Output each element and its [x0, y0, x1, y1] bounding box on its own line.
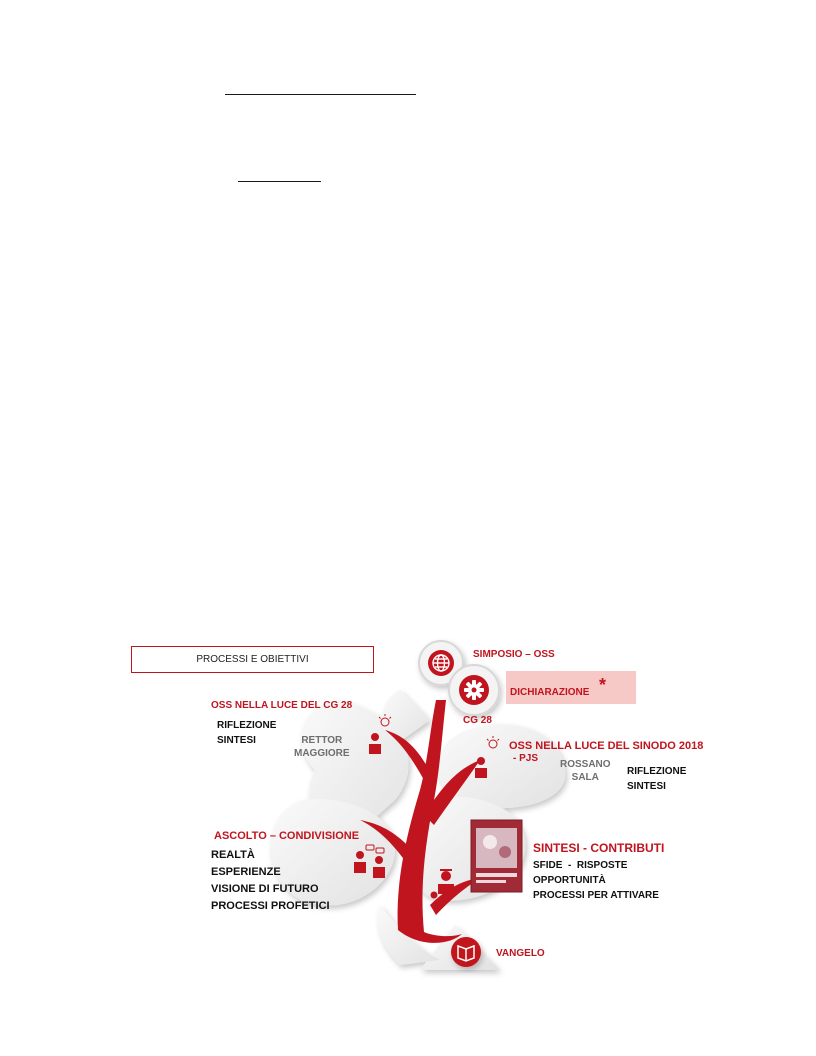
list-item: OPPORTUNITÀ — [533, 875, 606, 886]
list-item: REALTÀ — [211, 849, 255, 861]
oss-cg28-heading: OSS NELLA LUCE DEL CG 28 — [211, 700, 353, 711]
dichiarazione-label: DICHIARAZIONE — [510, 687, 590, 698]
ascolto-heading: ASCOLTO – CONDIVISIONE — [214, 830, 360, 842]
rettor-maggiore-label: RETTOR MAGGIORE — [294, 735, 350, 759]
oss-sinodo-list — [627, 767, 686, 797]
list-item: SINTESI — [627, 781, 666, 792]
list-item: PROCESSI PER ATTIVARE — [533, 890, 659, 901]
list-item: PROCESSI PROFETICI — [211, 900, 330, 912]
list-item: RIFLEZIONE — [217, 720, 277, 731]
dichiarazione-asterisk: * — [599, 675, 607, 695]
simposio-label: SIMPOSIO – OSS — [473, 649, 555, 660]
list-item: SFIDE - RISPOSTE — [533, 860, 628, 871]
oss-cg28-list — [217, 721, 276, 751]
diagram-title: PROCESSI E OBIETTIVI — [196, 654, 309, 665]
vangelo-label: VANGELO — [496, 948, 545, 959]
rossano-sala-label: ROSSANO SALA — [560, 759, 611, 783]
list-item: SINTESI — [217, 735, 256, 746]
sintesi-list — [533, 861, 659, 901]
ascolto-list — [211, 850, 330, 912]
sintesi-heading: SINTESI - CONTRIBUTI — [533, 841, 665, 855]
list-item: RIFLEZIONE — [627, 766, 687, 777]
document-cover-image — [471, 820, 522, 892]
list-item: ESPERIENZE — [211, 866, 281, 878]
oss-sinodo-heading: OSS NELLA LUCE DEL SINODO 2018 — [509, 740, 704, 752]
cg28-label: CG 28 — [463, 715, 492, 726]
gear-icon — [464, 680, 484, 700]
oss-sinodo-subheading: - PJS — [513, 753, 539, 764]
diagram-title-box — [131, 646, 374, 673]
list-item: VISIONE DI FUTURO — [211, 883, 319, 895]
